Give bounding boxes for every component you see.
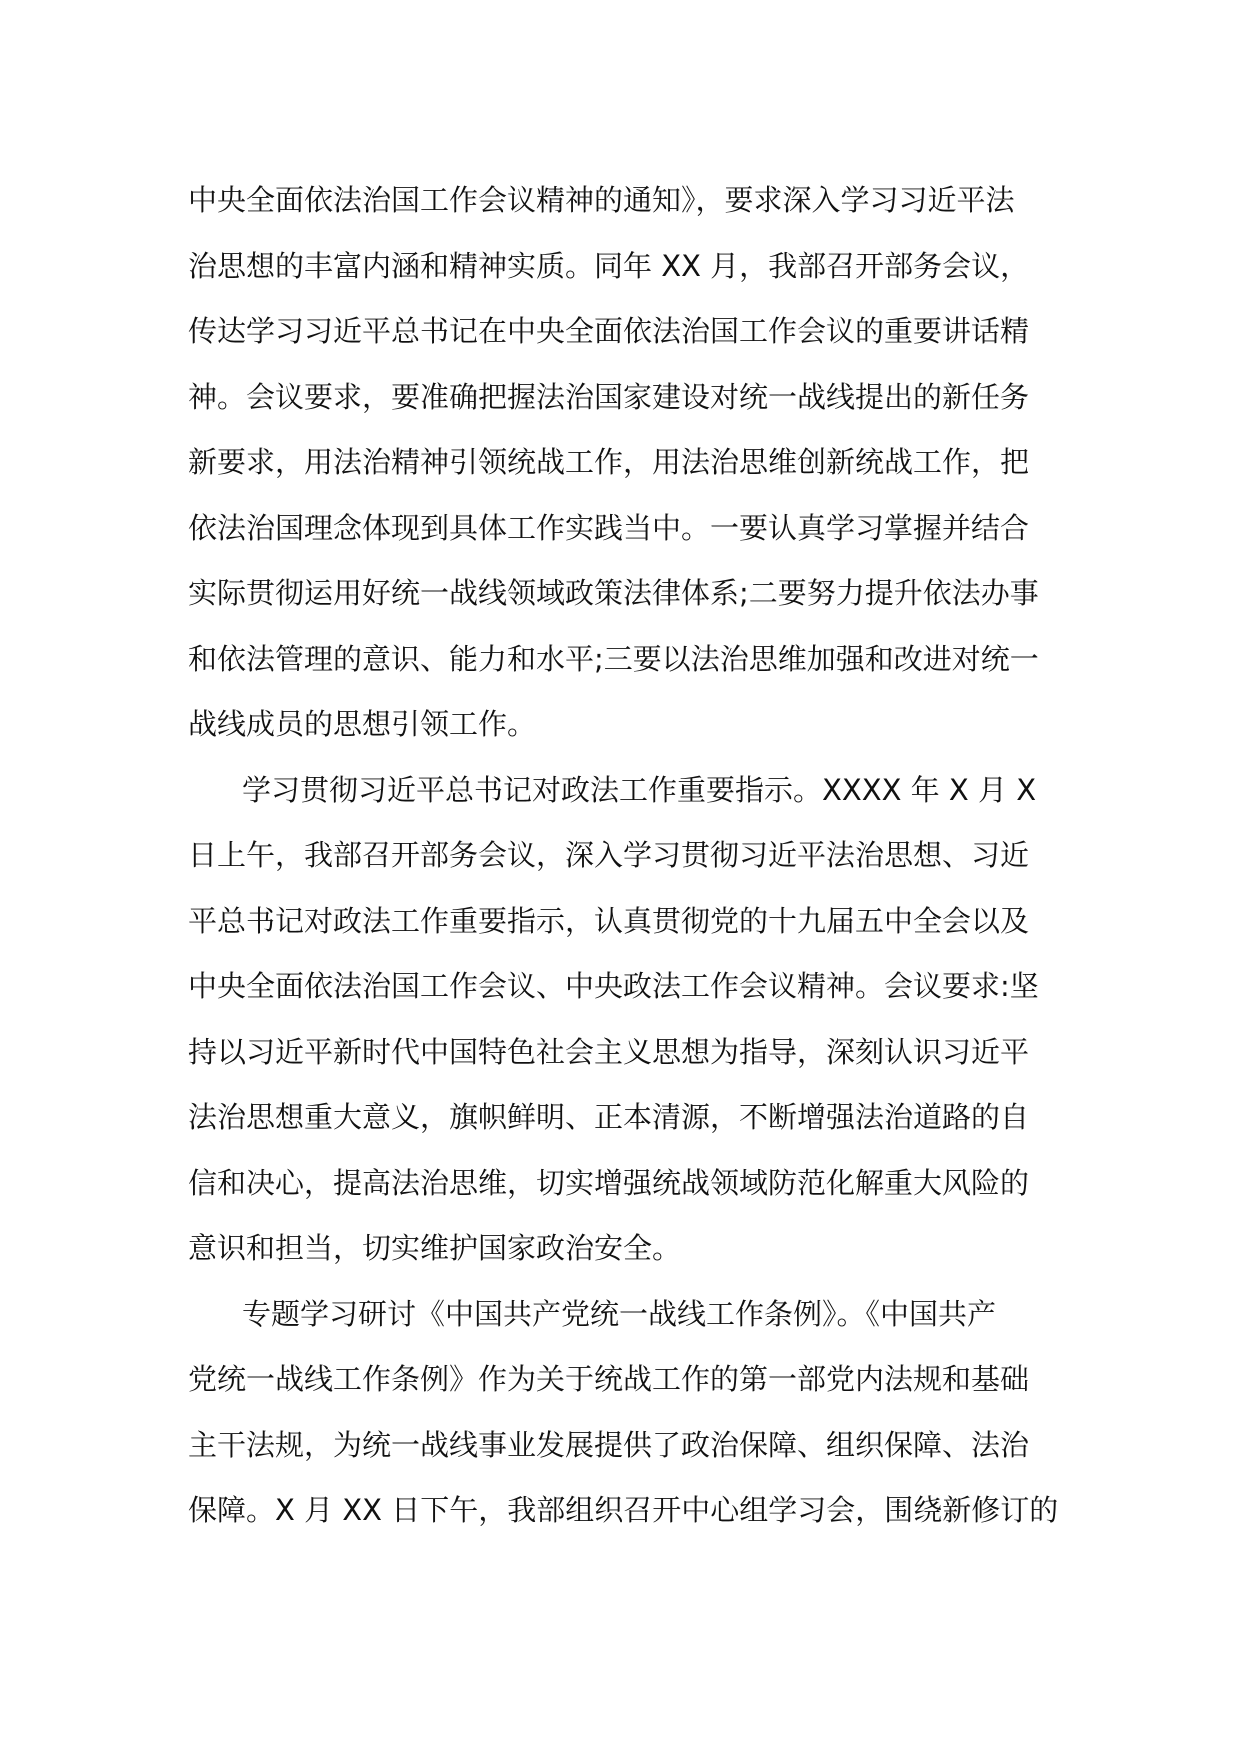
text-line: 依法治国理念体现到具体工作实践当中。一要认真学习掌握并结合 [188, 510, 1030, 545]
text-line: 保障。X 月 XX 日下午，我部组织召开中心组学习会，围绕新修订的 [188, 1493, 1059, 1527]
text-line: 战线成员的思想引领工作。 [188, 707, 537, 741]
text-line: 和依法管理的意识、能力和水平;三要以法治思维加强和改进对统一 [188, 641, 1039, 676]
document-body [188, 168, 1068, 1544]
text-line: 主干法规，为统一战线事业发展提供了政治保障、组织保障、法治 [188, 1427, 1030, 1462]
text-line: 信和决心，提高法治思维，切实增强统战领域防范化解重大风险的 [188, 1165, 1030, 1200]
text-line: 法治思想重大意义，旗帜鲜明、正本清源，不断增强法治道路的自 [188, 1100, 1030, 1134]
text-line: 专题学习研讨《中国共产党统一战线工作条例》。《中国共产 [242, 1296, 997, 1331]
text-line: 日上午，我部召开部务会议，深入学习贯彻习近平法治思想、习近 [188, 838, 1030, 872]
text-line: 持以习近平新时代中国特色社会主义思想为指导，深刻认识习近平 [188, 1034, 1030, 1069]
text-line: 党统一战线工作条例》作为关于统战工作的第一部党内法规和基础 [188, 1362, 1030, 1396]
text-line: 意识和担当，切实维护国家政治安全。 [188, 1231, 682, 1265]
text-line: 治思想的丰富内涵和精神实质。同年 XX 月，我部召开部务会议， [188, 248, 1030, 283]
text-line: 中央全面依法治国工作会议、中央政法工作会议精神。会议要求:坚 [188, 969, 1039, 1003]
text-line: 实际贯彻运用好统一战线领域政策法律体系;二要努力提升依法办事 [188, 576, 1039, 610]
text-line: 学习贯彻习近平总书记对政法工作重要指示。XXXX 年 X 月 X [242, 772, 1037, 807]
text-line: 平总书记对政法工作重要指示，认真贯彻党的十九届五中全会以及 [188, 903, 1030, 938]
text-line: 传达学习习近平总书记在中央全面依法治国工作会议的重要讲话精 [188, 314, 1030, 348]
text-line: 神。会议要求，要准确把握法治国家建设对统一战线提出的新任务 [188, 379, 1030, 414]
text-line: 新要求，用法治精神引领统战工作，用法治思维创新统战工作，把 [188, 445, 1030, 479]
text-line: 中央全面依法治国工作会议精神的通知》，要求深入学习习近平法 [188, 183, 1015, 217]
